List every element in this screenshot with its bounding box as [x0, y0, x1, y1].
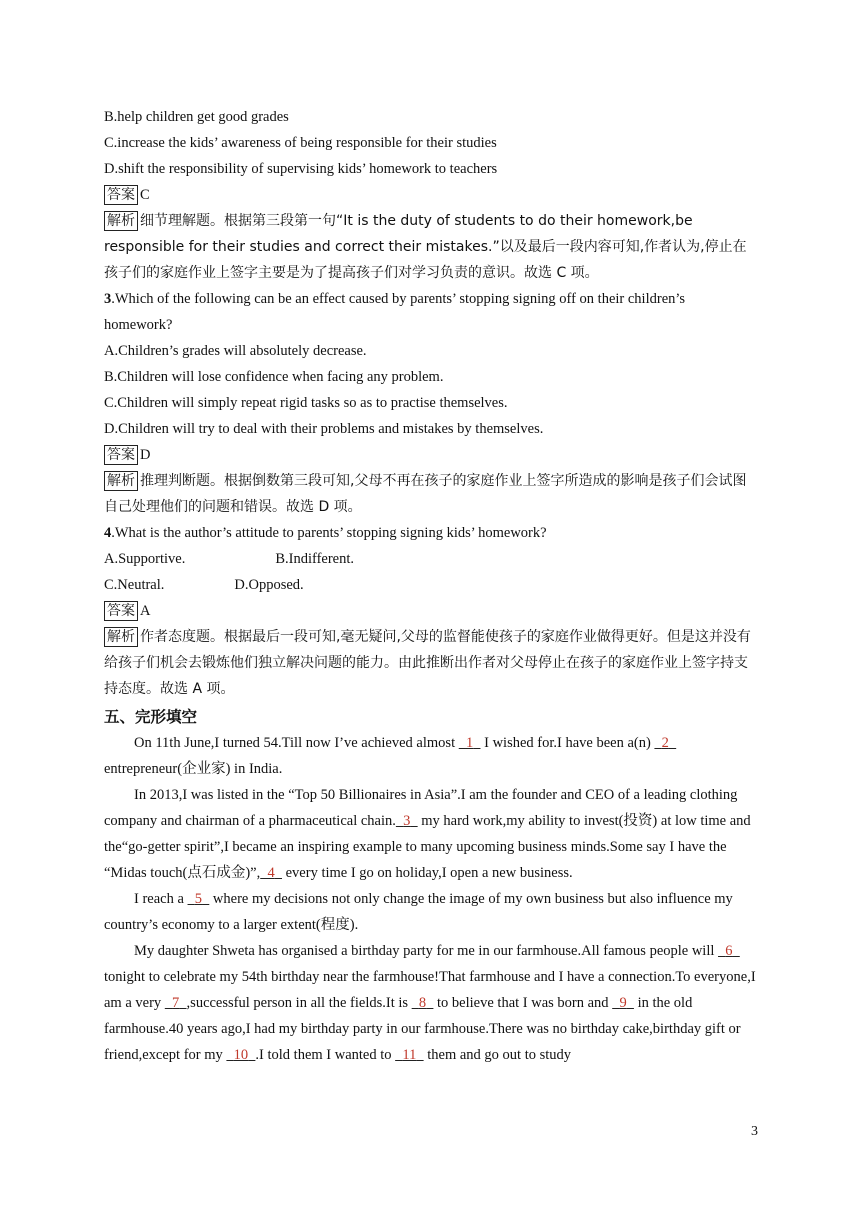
cloze-text: where my decisions not only change the image of my own business but also influence my country’s economy to a larger extent(程度). — [104, 891, 733, 933]
q3-answer: D — [140, 447, 151, 463]
cloze-blank-1: 1 — [465, 735, 474, 751]
cloze-blank-5: 5 — [194, 891, 203, 907]
answer-label: 答案 — [104, 185, 138, 205]
cloze-text: I wished for.I have been a(n) — [480, 735, 655, 751]
q3-analysis-row — [104, 468, 756, 520]
analysis-label: 解析 — [104, 627, 138, 647]
cloze-blank-11: 11 — [402, 1047, 417, 1063]
q2-option-d: D.shift the responsibility of supervising kids’ homework to teachers — [104, 161, 498, 177]
q4-option-a: A.Supportive. — [104, 551, 186, 567]
q4-option-c: C.Neutral. — [104, 577, 165, 593]
q4-analysis-row — [104, 624, 756, 702]
q2-option-c: C.increase the kids’ awareness of being responsible for their studies — [104, 135, 497, 151]
q2-answer-row — [104, 182, 756, 208]
q4-answer: A — [140, 603, 151, 619]
cloze-blank-9: 9 — [619, 995, 627, 1011]
q4-option-b: B.Indifferent. — [275, 551, 355, 567]
cloze-text: On 11th June,I turned 54.Till now I’ve achieved almost — [134, 735, 459, 751]
answer-label: 答案 — [104, 601, 138, 621]
cloze-text: ,successful person in all the fields.It is — [186, 995, 412, 1011]
cloze-blank-8: 8 — [418, 995, 427, 1011]
cloze-text: My daughter Shweta has organised a birthday party for me in our farmhouse.All famous people will — [134, 943, 719, 959]
q4-text: .What is the author’s attitude to parents’ stopping signing kids’ homework? — [111, 525, 547, 541]
cloze-paragraph-1 — [104, 730, 756, 782]
q3-number: 3 — [104, 291, 112, 307]
q3-option-b: B.Children will lose confidence when facing any problem. — [104, 369, 444, 385]
cloze-paragraph-4 — [104, 938, 756, 1068]
q2-answer: C — [140, 187, 150, 203]
q3-option-c: C.Children will simply repeat rigid tasks so as to practise themselves. — [104, 395, 508, 411]
q4-question — [104, 520, 756, 546]
cloze-blank-6: 6 — [725, 943, 733, 959]
cloze-paragraph-3 — [104, 886, 756, 938]
q3-text: .Which of the following can be an effect caused by parents’ stopping signing off on their children’s homework? — [104, 291, 686, 333]
q3-analysis: 推理判断题。根据倒数第三段可知,父母不再在孩子的家庭作业上签字所造成的影响是孩子们会试图自己处理他们的问题和错误。故选 D 项。 — [104, 473, 747, 515]
page-content — [104, 104, 756, 1068]
cloze-text: entrepreneur(企业家) in India. — [104, 761, 283, 777]
cloze-text: every time I go on holiday,I open a new business. — [282, 865, 573, 881]
cloze-blank-4: 4 — [267, 865, 275, 881]
cloze-blank-2: 2 — [661, 735, 669, 751]
q4-analysis: 作者态度题。根据最后一段可知,毫无疑问,父母的监督能使孩子的家庭作业做得更好。但是这并没有给孩子们机会去锻炼他们独立解决问题的能力。由此推断出作者对父母停止在孩子的家庭作业上签字持支持态度。故选 A 项。 — [104, 629, 751, 697]
q4-option-d: D.Opposed. — [234, 577, 304, 593]
q3-option-a: A.Children’s grades will absolutely decrease. — [104, 343, 367, 359]
answer-label: 答案 — [104, 445, 138, 465]
cloze-text: tonight to celebrate my 54th birthday near the farmhouse!That farmhouse and I have a connection.To everyone,I am a very — [104, 969, 756, 1011]
section-title: 五、完形填空 — [104, 708, 198, 726]
cloze-text: I reach a — [134, 891, 188, 907]
cloze-text: my hard work,my ability to invest(投资) at low time and the“go-getter spirit”,I became an inspiring example to many upcoming business minds.Some say I have the “Midas touch(点石成金)”, — [104, 813, 751, 881]
analysis-label: 解析 — [104, 211, 138, 231]
cloze-blank-3: 3 — [403, 813, 411, 829]
q4-options-row-1 — [104, 546, 756, 572]
cloze-paragraph-2 — [104, 782, 756, 886]
cloze-text: to believe that I was born and — [433, 995, 613, 1011]
q2-analysis: 细节理解题。根据第三段第一句“It is the duty of students to do their homework,be responsible for their studies and correct their mistakes.”以及最后一段内容可知,作者认为,停止在孩子们的家庭作业上签字主要是为了提高孩子们对学习负责的意识。故选 C 项。 — [104, 213, 747, 281]
cloze-text: In 2013,I was listed in the “Top 50 Billionaires in Asia”.I am the founder and CEO of a leading clothing company and chairman of a pharmaceutical chain. — [104, 787, 738, 829]
page-number: 3 — [751, 1124, 758, 1139]
q4-number: 4 — [104, 525, 112, 541]
cloze-text: them and go out to study — [423, 1047, 572, 1063]
q2-option-b: B.help children get good grades — [104, 109, 289, 125]
q3-answer-row — [104, 442, 756, 468]
cloze-blank-7: 7 — [172, 995, 180, 1011]
cloze-text: .I told them I wanted to — [255, 1047, 396, 1063]
analysis-label: 解析 — [104, 471, 138, 491]
q4-options-row-2 — [104, 572, 756, 598]
q4-answer-row — [104, 598, 756, 624]
q2-analysis-row — [104, 208, 756, 286]
q3-question — [104, 286, 756, 338]
q3-option-d: D.Children will try to deal with their problems and mistakes by themselves. — [104, 421, 544, 437]
cloze-text: in the old farmhouse.40 years ago,I had my birthday party in our farmhouse.There was no birthday cake,birthday gift or friend,except for my — [104, 995, 741, 1063]
cloze-blank-10: 10 — [233, 1047, 249, 1063]
